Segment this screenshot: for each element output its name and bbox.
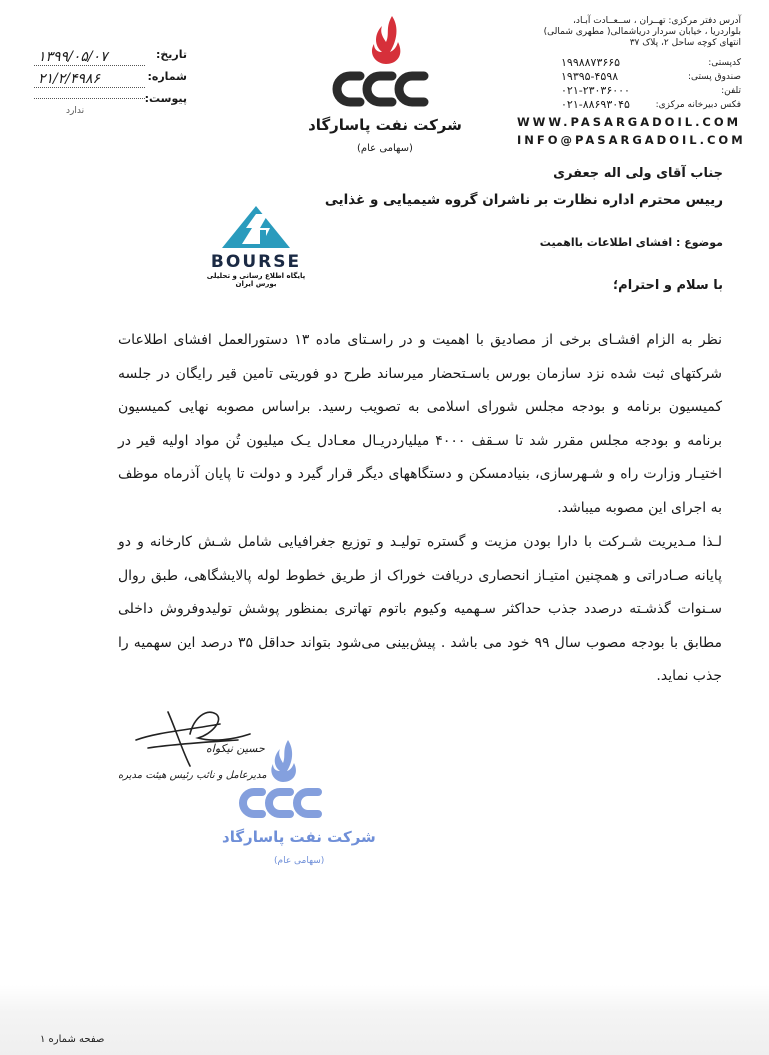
bourse-logo-icon (216, 204, 296, 250)
date-label: تاریخ: (155, 48, 187, 61)
company-logo-icon (330, 14, 440, 110)
contact-block (511, 16, 746, 147)
number-label: شماره: (147, 70, 187, 83)
email-link[interactable]: INFO@PASARGADOIL.COM (517, 133, 746, 147)
bourse-subtitle: پایگاه اطلاع رسانی و تحلیلی بورس ایران (206, 272, 306, 288)
phone-label: تلفن: (721, 86, 741, 96)
attachment-row (22, 92, 187, 114)
address-line-3: انتهای کوچه ساحل ۲، پلاک ۳۷ (629, 38, 741, 48)
number-line (34, 87, 145, 88)
po-box-label: صندوق پستی: (687, 72, 741, 82)
number-row (22, 70, 187, 92)
scan-shadow (0, 985, 769, 1055)
fax-label: فکس دبیرخانه مرکزی: (655, 100, 741, 110)
company-stamp-icon (236, 738, 336, 828)
recipient-name: جناب آقای ولی اله جعفری (553, 166, 723, 181)
po-box-value: ۱۹۳۹۵-۴۵۹۸ (561, 70, 619, 83)
fax-value: ۰۲۱-۸۸۶۹۳۰۴۵ (561, 98, 630, 111)
recipient-title: رییس محترم اداره نظارت بر ناشران گروه شیمیایی و غذایی (324, 192, 723, 208)
attachment-label: پیوست: (144, 92, 187, 105)
website-link[interactable]: WWW.PASARGADOIL.COM (517, 115, 742, 129)
recipient-block (203, 166, 723, 208)
fax-row (511, 100, 741, 114)
company-name: شرکت نفت پاسارگاد (308, 116, 462, 134)
date-value: ۱۳۹۹/۰۵/۰۷ (38, 49, 108, 65)
subject-line: موضوع : افشای اطلاعات بااهمیت (539, 236, 723, 249)
signer-name: حسین نیکواه (206, 742, 265, 755)
address-line-2: بلواردریا ، خیابان سردار دریاشمالی( مطهری شمالی) (543, 27, 741, 37)
date-row (22, 48, 187, 70)
signer-title: مدیرعامل و نائب رئیس هیئت مدیره (118, 770, 267, 781)
date-line (34, 65, 145, 66)
bourse-watermark (196, 204, 316, 288)
attachment-line (34, 98, 145, 99)
flame-icon (372, 16, 400, 64)
postal-code-label: کدپستی: (708, 58, 741, 68)
company-header (300, 14, 470, 154)
postal-code-row (511, 58, 741, 72)
body-paragraph-2: لـذا مـدیریت شـرکت با دارا بودن مزیت و گستره تولیـد و توزیع جغرافیایی شامل شـش کارخانه و دو پایانه صـادراتی و همچنین امتیـاز انحصاری دریافت خوراک از طریق خطوط لوله پالایشگاهی، طبق روال سـنوات گذشـته درصدد جذب حداکثر سـهمیه وکیوم باتوم تهاتری بمنظور پوشش تولیدوفروش داخلی مطابق با بودجه مصوب سال ۹۹ خود می باشد . پیش‌بینی می‌شود بتواند حداقل ۳۵ درصد این سهمیه را جذب نماید. (118, 534, 722, 684)
number-value: ۲۱/۲/۴۹۸۶ (38, 71, 101, 87)
postal-code-value: ۱۹۹۸۸۷۳۶۶۵ (561, 56, 621, 69)
body-paragraph-1: نظر به الزام افشـای برخی از مصادیق با اهمیت و در راسـتای ماده ۱۳ دستورالعمل افشای اطلاعات شرکتهای ثبت شده نزد سازمان بورس باسـتحضار میرساند طرح دو فوریتی تامین قیر رایگان در جلسه کمیسیون برنامه و بودجه مجلس شورای اسلامی به تصویب رسید. براساس مصوبه نهایی کمیسیون برنامه و بودجه مجلس مقرر شد تا سـقف ۴۰۰۰ میلیاردریـال معـادل یـک میلیون تُن مواد اولیه قیر در اختیـار وزارت راه و شـهرسازی، بنیادمسکن و دستگاههای دیگر قرار گیرد و دولت تا پایان آذرماه موظف به اجرای این مصوبه میباشد. (118, 332, 722, 516)
phone-value: ۰۲۱-۲۳۰۳۶۰۰۰ (561, 84, 630, 97)
page-number: صفحه شماره ۱ (40, 1034, 105, 1045)
bourse-word: BOURSE (210, 252, 302, 272)
greeting: با سلام و احترام؛ (612, 278, 723, 293)
attachment-value: ندارد (66, 106, 85, 116)
company-type: (سهامی عام) (357, 143, 413, 154)
address-line-1: آدرس دفتر مرکزی: تهــران ، ســعــادت آبـاد، (573, 16, 741, 26)
letter-meta (22, 48, 187, 114)
stamp-company-type: (سهامی عام) (274, 856, 325, 866)
stamp-company-name: شرکت نفت پاسارگاد (222, 828, 376, 846)
